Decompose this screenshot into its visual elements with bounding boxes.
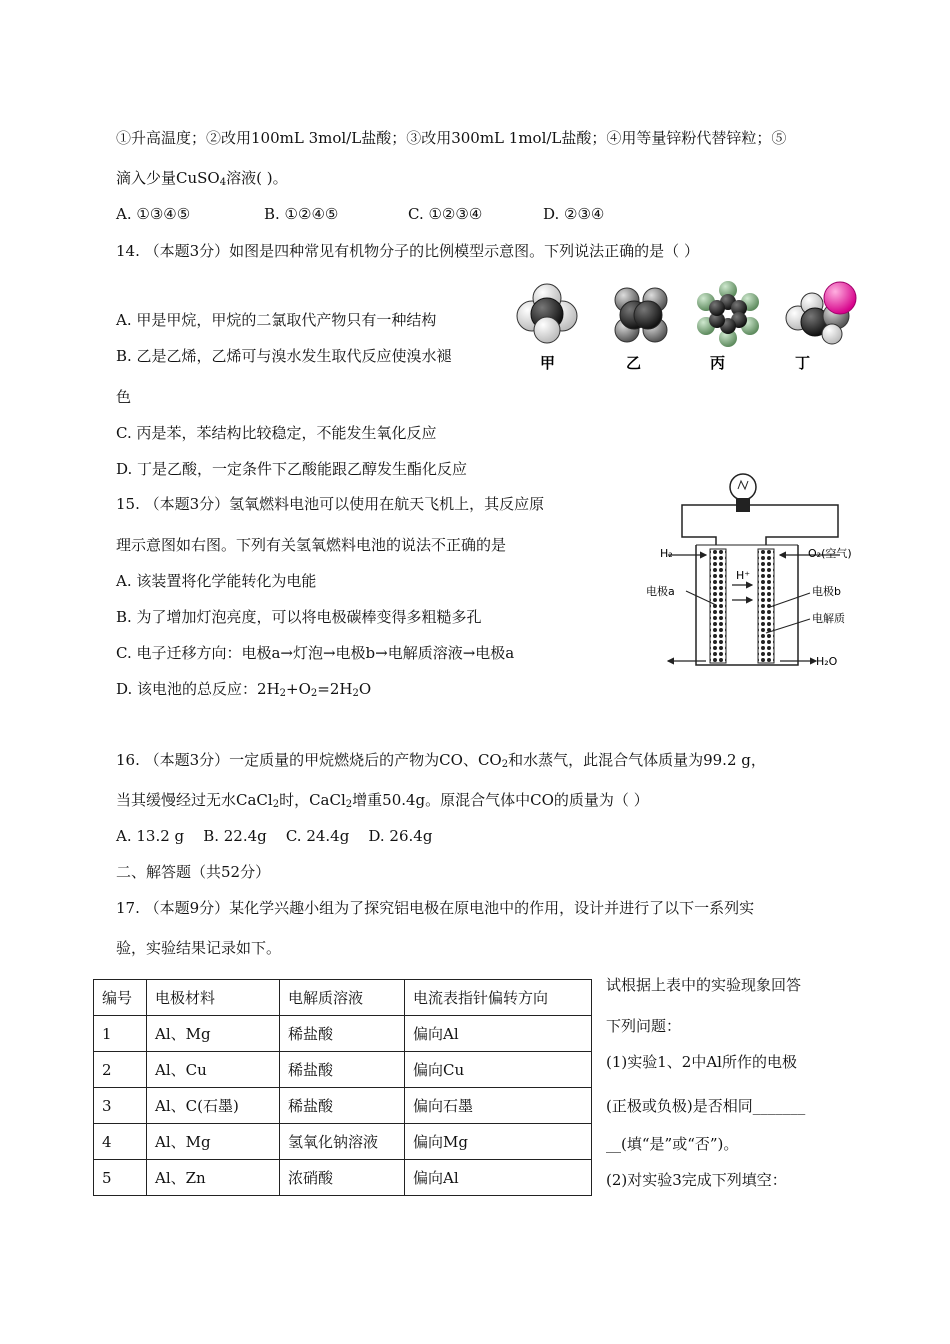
q13-option-d: D. ②③④ — [543, 205, 605, 223]
q13-option-b: B. ①②④⑤ — [264, 205, 339, 223]
q13-option-a: A. ①③④⑤ — [116, 205, 191, 223]
label-electrode-a: 电极a — [646, 585, 675, 598]
q14-option-b-cont: 色 — [116, 388, 132, 406]
table-cell: 1 — [94, 1016, 147, 1052]
table-cell: 3 — [94, 1088, 147, 1124]
header-cell: 电流表指针偏转方向 — [405, 980, 592, 1016]
q17-stem-2: 验，实验结果记录如下。 — [116, 939, 282, 957]
table-row — [94, 1016, 592, 1052]
q14-option-d: D. 丁是乙酸，一定条件下乙酸能跟乙醇发生酯化反应 — [116, 460, 468, 478]
label-yi: 乙 — [626, 354, 642, 372]
fuel-cell-figure — [640, 465, 865, 675]
table-row — [94, 1160, 592, 1196]
q15-option-a: A. 该装置将化学能转化为电能 — [116, 572, 317, 590]
table-cell: 4 — [94, 1124, 147, 1160]
table-header-row — [94, 980, 592, 1016]
label-h2o: H₂O — [816, 655, 838, 668]
table-cell: Al、Mg — [147, 1124, 280, 1160]
table-cell: Al、Zn — [147, 1160, 280, 1196]
table-cell: 偏向Al — [405, 1160, 592, 1196]
q17-side-4: (正极或负极)是否相同_______ — [606, 1097, 806, 1115]
table-cell: Al、Cu — [147, 1052, 280, 1088]
methane-model — [517, 284, 577, 343]
label-bing: 丙 — [710, 354, 726, 372]
q14-option-a: A. 甲是甲烷，甲烷的二氯取代产物只有一种结构 — [116, 311, 437, 329]
benzene-model — [697, 281, 759, 347]
table-cell: 5 — [94, 1160, 147, 1196]
q17-stem-1: 17. （本题9分）某化学兴趣小组为了探究铝电极在原电池中的作用，设计并进行了以下一系列实 — [116, 899, 755, 917]
q13-options — [116, 204, 604, 224]
experiment-table — [93, 979, 592, 1196]
table-row — [94, 1052, 592, 1088]
q14-stem: 14. （本题3分）如图是四种常见有机物分子的比例模型示意图。下列说法正确的是（ ） — [116, 242, 699, 260]
table-row — [94, 1088, 592, 1124]
q17-side-3: (1)实验1、2中Al所作的电极 — [606, 1053, 797, 1071]
lamp-icon — [730, 474, 756, 512]
q15-option-b: B. 为了增加灯泡亮度，可以将电极碳棒变得多粗糙多孔 — [116, 608, 482, 626]
label-ding: 丁 — [795, 354, 811, 372]
table-cell: 偏向Mg — [405, 1124, 592, 1160]
label-o2: O₂(空气) — [808, 547, 852, 560]
molecule-models-figure — [510, 280, 870, 380]
table-cell: 氢氧化钠溶液 — [280, 1124, 405, 1160]
table-cell: Al、Mg — [147, 1016, 280, 1052]
q17-side-1: 试根据上表中的实验现象回答 — [606, 976, 802, 994]
table-cell: 2 — [94, 1052, 147, 1088]
q13-line2: 滴入少量CuSO$_4$溶液( )。 — [116, 169, 288, 188]
header-cell: 电极材料 — [147, 980, 280, 1016]
table-cell: 稀盐酸 — [280, 1016, 405, 1052]
table-cell: 偏向石墨 — [405, 1088, 592, 1124]
q13-option-c: C. ①②③④ — [408, 205, 483, 223]
q14-option-c: C. 丙是苯，苯结构比较稳定，不能发生氧化反应 — [116, 424, 437, 442]
q16-stem-2: 当其缓慢经过无水CaCl$_2$时，CaCl$_2$增重50.4g。原混合气体中CO的质量为（ ） — [116, 791, 649, 810]
acid-model — [786, 282, 856, 344]
section-2-heading: 二、解答题（共52分） — [116, 863, 271, 881]
label-electrode-b: 电极b — [812, 585, 841, 598]
table-cell: 稀盐酸 — [280, 1088, 405, 1124]
q15-option-c: C. 电子迁移方向：电极a→灯泡→电极b→电解质溶液→电极a — [116, 644, 515, 662]
q15-stem-2: 理示意图如右图。下列有关氢氧燃料电池的说法不正确的是 — [116, 536, 507, 554]
q15-option-d: D. 该电池的总反应：$2H_2+O_2=2H_2O$ — [116, 680, 372, 699]
table-cell: 稀盐酸 — [280, 1052, 405, 1088]
label-electrolyte: 电解质 — [812, 612, 845, 625]
q17-side-6: (2)对实验3完成下列填空： — [606, 1171, 787, 1189]
label-h2: H₂ — [660, 547, 673, 560]
label-jia: 甲 — [540, 354, 556, 372]
label-hplus: H⁺ — [736, 569, 751, 582]
q17-side-5: __(填“是”或“否”)。 — [606, 1135, 739, 1153]
header-cell: 电解质溶液 — [280, 980, 405, 1016]
q14-option-b: B. 乙是乙烯，乙烯可与溴水发生取代反应使溴水褪 — [116, 347, 452, 365]
q16-options: A. 13.2 g B. 22.4g C. 24.4g D. 26.4g — [116, 827, 433, 845]
table-cell: 偏向Cu — [405, 1052, 592, 1088]
table-row — [94, 1124, 592, 1160]
q15-stem-1: 15. （本题3分）氢氧燃料电池可以使用在航天飞机上，其反应原 — [116, 495, 545, 513]
header-cell: 编号 — [94, 980, 147, 1016]
q13-line1: ①升高温度；②改用100mL 3mol/L盐酸；③改用300mL 1mol/L盐酸；④用等量锌粉代替锌粒；⑤ — [116, 129, 787, 147]
q17-side-2: 下列问题： — [606, 1017, 682, 1035]
ethylene-model — [615, 288, 667, 342]
table-cell: 偏向Al — [405, 1016, 592, 1052]
q16-stem-1: 16. （本题3分）一定质量的甲烷燃烧后的产物为CO、$CO_2$和水蒸气，此混合气体质量为99.2 g， — [116, 751, 766, 770]
table-cell: 浓硝酸 — [280, 1160, 405, 1196]
table-cell: Al、C(石墨) — [147, 1088, 280, 1124]
